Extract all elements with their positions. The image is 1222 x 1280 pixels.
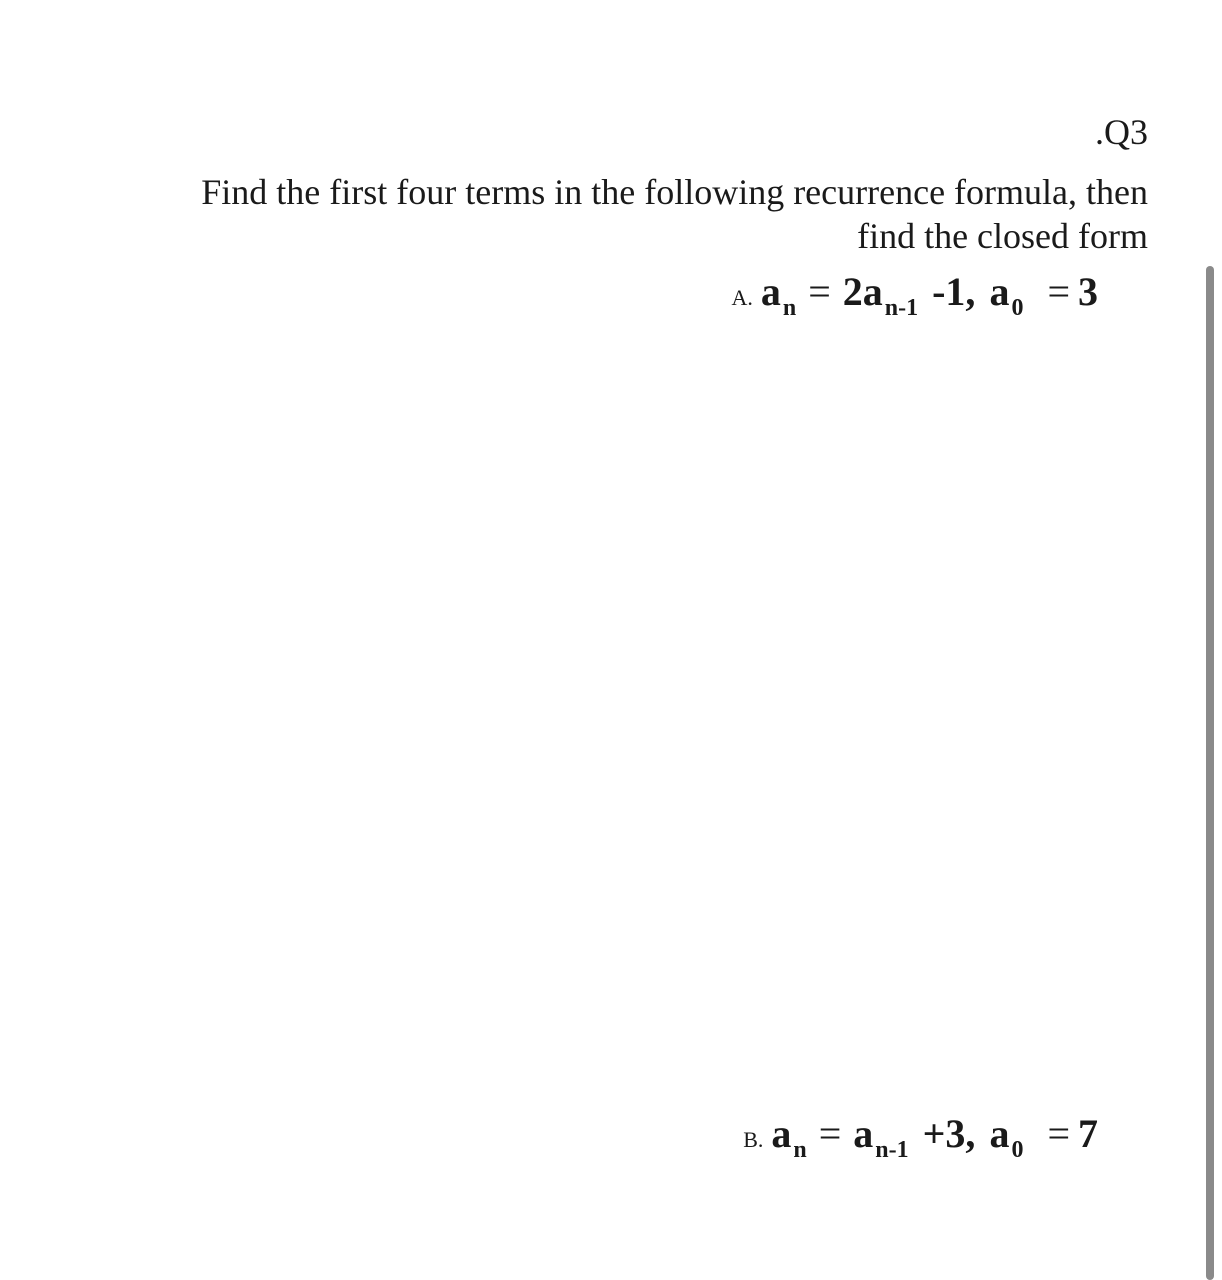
vertical-scrollbar[interactable]	[1206, 266, 1214, 1280]
part-a-label: A.	[731, 285, 753, 310]
part-b-label: B.	[743, 1127, 764, 1152]
part-b-init-equals: =	[1047, 1111, 1070, 1156]
instruction-line-2: find the closed form	[857, 216, 1148, 256]
part-b-init-sub: 0	[1011, 1137, 1024, 1163]
part-a-rhs-sub: n-1	[884, 295, 919, 321]
part-a-equals: =	[808, 269, 831, 314]
part-b-lhs-sub: n	[793, 1137, 807, 1163]
part-a-lhs-var: a	[760, 269, 781, 314]
instruction-line-1: Find the first four terms in the following recurrence formula, then	[201, 172, 1148, 212]
part-a-rhs-tail: -1,	[932, 269, 976, 314]
part-b-init-var: a	[989, 1111, 1010, 1156]
part-a-rhs-var: 2a	[842, 269, 883, 314]
part-a-lhs-sub: n	[782, 295, 797, 321]
part-b-equals: =	[818, 1111, 842, 1156]
part-b-rhs-tail: +3,	[922, 1111, 976, 1156]
part-a-init-sub: 0	[1011, 295, 1024, 321]
part-b-rhs-var: a	[853, 1111, 874, 1156]
part-a-init-value: 3	[1078, 269, 1098, 314]
part-b-lhs-var: a	[771, 1111, 792, 1156]
part-a-init-equals: =	[1047, 269, 1070, 314]
question-number: .Q3	[1095, 112, 1148, 152]
part-b-init-value: 7	[1078, 1111, 1098, 1156]
instructions	[148, 170, 1148, 258]
part-a-equation	[731, 269, 1098, 321]
part-b-equation	[743, 1111, 1098, 1163]
part-a-init-var: a	[989, 269, 1010, 314]
part-b-rhs-sub: n-1	[875, 1137, 909, 1163]
